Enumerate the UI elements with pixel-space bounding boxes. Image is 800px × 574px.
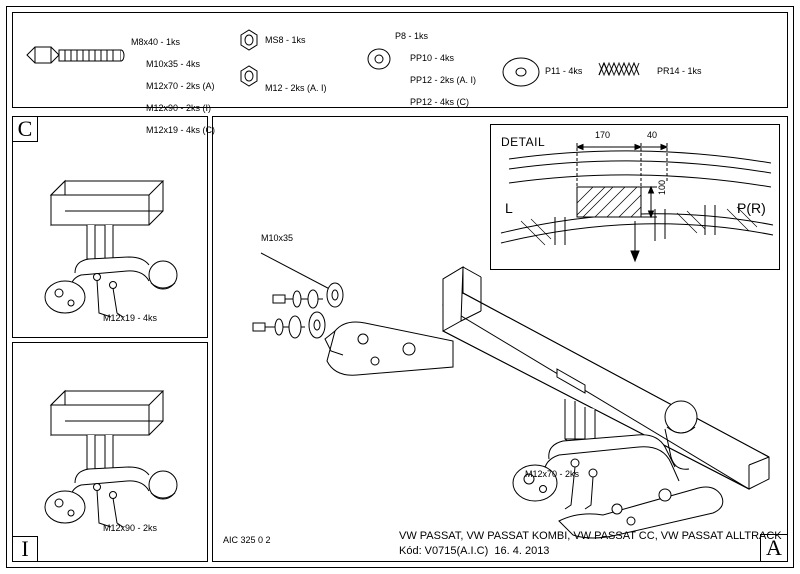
- washer-list-labels: [395, 31, 476, 119]
- detail-dim-40: 40: [647, 130, 658, 140]
- panel-variant-i: [12, 342, 208, 562]
- part-label-p11: P11 - 4ks: [545, 66, 583, 76]
- panel-i-callout: M12x90 - 2ks: [103, 523, 158, 533]
- detail-dim-100: 100: [657, 179, 667, 195]
- panel-detail-inset: [490, 124, 780, 270]
- washer-icon: [368, 49, 390, 69]
- detail-label-left: L: [505, 200, 513, 216]
- part-label-m12x90: M12x90 - 2ks (I): [146, 103, 212, 113]
- part-label-pp10: PP10 - 4ks: [410, 53, 455, 63]
- detail-title: DETAIL: [501, 135, 546, 149]
- hex-nut-icon: [241, 30, 257, 86]
- part-label-pp12-c: PP12 - 4ks (C): [410, 97, 470, 107]
- large-washer-icon: [503, 58, 539, 86]
- drawing-code: AIC 325 0 2: [223, 535, 271, 545]
- sheet-letter-a: A: [760, 534, 788, 562]
- panel-c-callout: M12x19 - 4ks: [103, 313, 158, 323]
- part-label-m12x70: M12x70 - 2ks (A): [146, 81, 215, 91]
- part-label-m12x19: M12x19 - 4ks (C): [146, 125, 216, 135]
- part-label-pp12-ai: PP12 - 2ks (A. I): [410, 75, 477, 85]
- part-label-ms8: MS8 - 1ks: [265, 35, 306, 45]
- spring-washer-icon: [599, 63, 639, 75]
- panel-i-letter: I: [12, 536, 38, 562]
- detail-dim-170: 170: [595, 130, 611, 140]
- panel-c-letter: C: [12, 116, 38, 142]
- part-label-m12-nut: M12 - 2ks (A. I): [265, 83, 327, 93]
- part-label-pr14: PR14 - 1ks: [657, 66, 702, 76]
- vehicle-line: VW PASSAT, VW PASSAT KOMBI, VW PASSAT CC, VW PASSAT ALLTRACK: [399, 530, 782, 542]
- panel-c-drawing: [13, 117, 209, 339]
- code-line: Kód: V0715(A.I.C) 16. 4. 2013: [399, 545, 550, 557]
- detail-label-right: P(R): [737, 200, 766, 216]
- panel-variant-c: [12, 116, 208, 338]
- main-callout-bolt: M10x35: [261, 233, 294, 243]
- hex-bolt-icon: [27, 47, 124, 63]
- part-label-m8x40: M8x40 - 1ks: [131, 37, 181, 47]
- part-label-p8: P8 - 1ks: [395, 31, 429, 41]
- part-label-m10x35: M10x35 - 4ks: [146, 59, 201, 69]
- main-callout-tow: M12x70 - 2ks: [525, 469, 580, 479]
